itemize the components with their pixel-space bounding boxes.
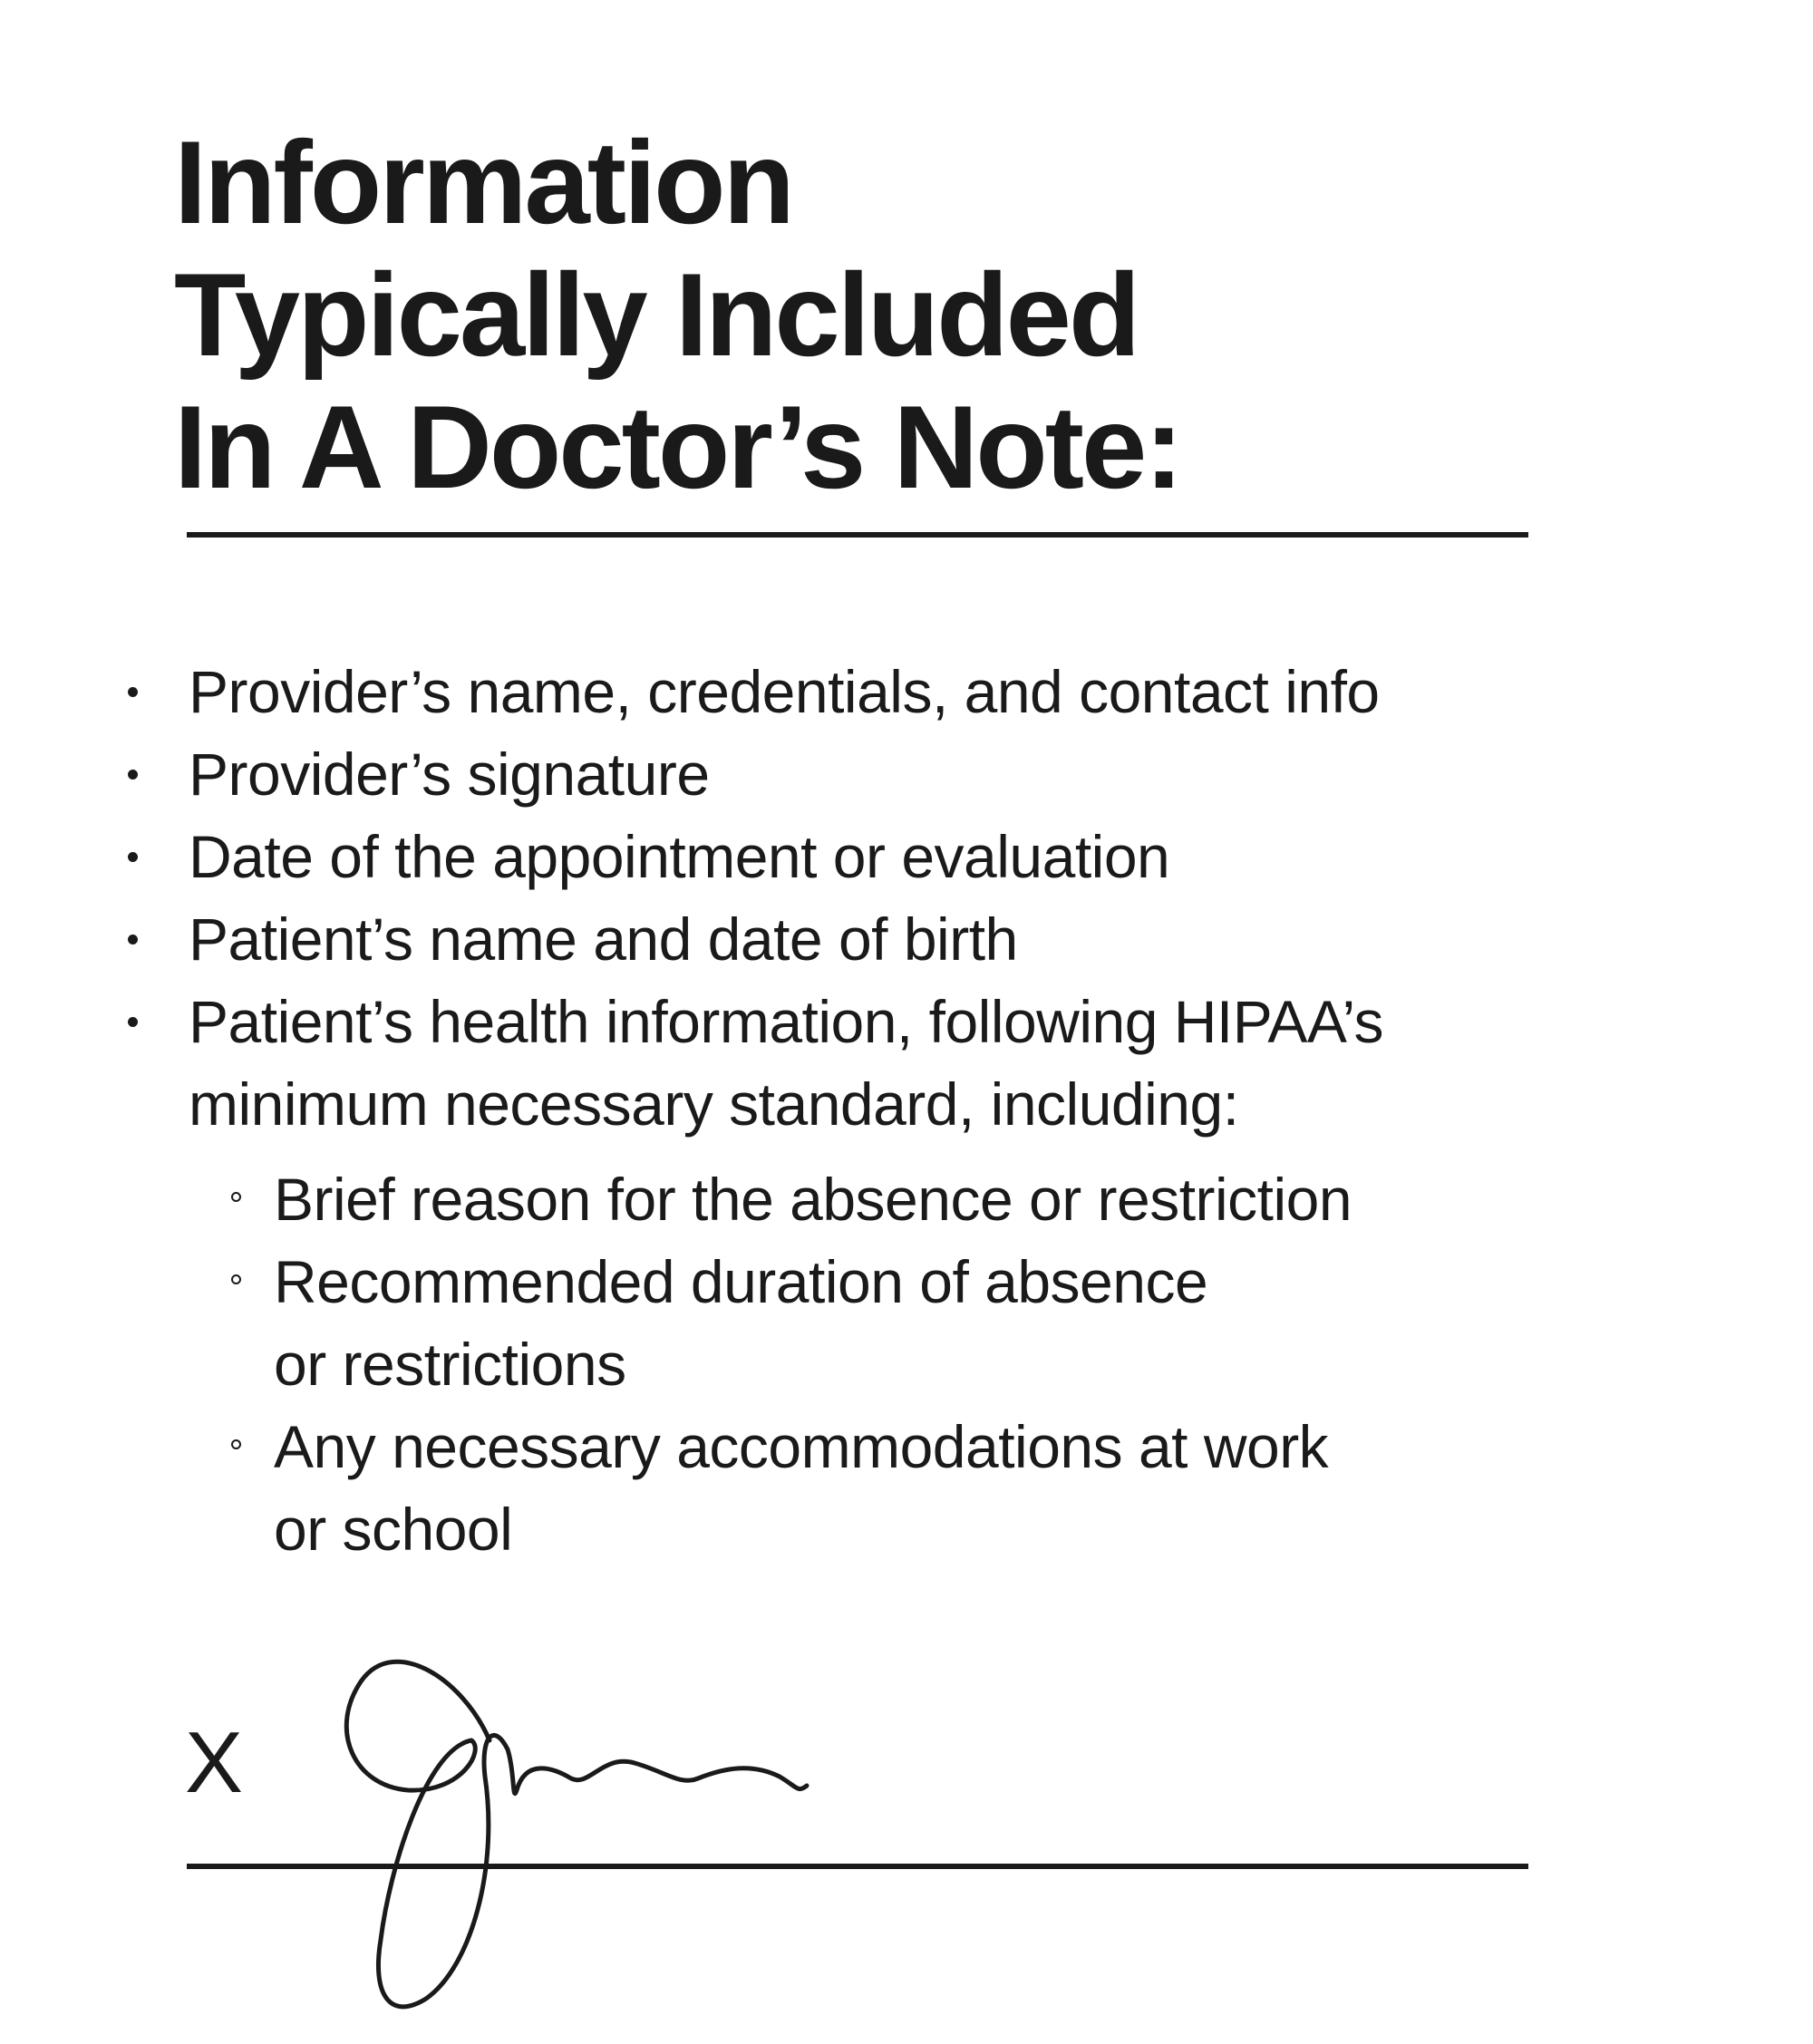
list-item-text: Date of the appointment or evaluation: [189, 823, 1170, 890]
sublist-item-text: Any necessary accommodations at work: [274, 1413, 1329, 1480]
signature-x-mark: X: [185, 1714, 244, 1811]
signature-stroke: [346, 1661, 807, 2007]
sublist-item-text-continued: or school: [274, 1496, 513, 1563]
sublist-item-text: Brief reason for the absence or restriction: [274, 1166, 1352, 1233]
title-line-3: In A Doctor’s Note:: [174, 381, 1181, 513]
signature-line: [187, 1864, 1528, 1869]
list-item-text-continued: minimum necessary standard, including:: [189, 1070, 1239, 1138]
list-item-text: Patient’s health information, following HIPAA’s: [189, 988, 1383, 1055]
list-item-text: Patient’s name and date of birth: [189, 906, 1018, 973]
list-item-text: Provider’s name, credentials, and contact info: [189, 658, 1380, 725]
sublist-item-text: Recommended duration of absence: [274, 1248, 1208, 1315]
sublist-item-text-continued: or restrictions: [274, 1331, 626, 1398]
title-line-2: Typically Included: [174, 248, 1139, 381]
title-line-1: Information: [174, 116, 792, 248]
list-item-text: Provider’s signature: [189, 741, 710, 808]
